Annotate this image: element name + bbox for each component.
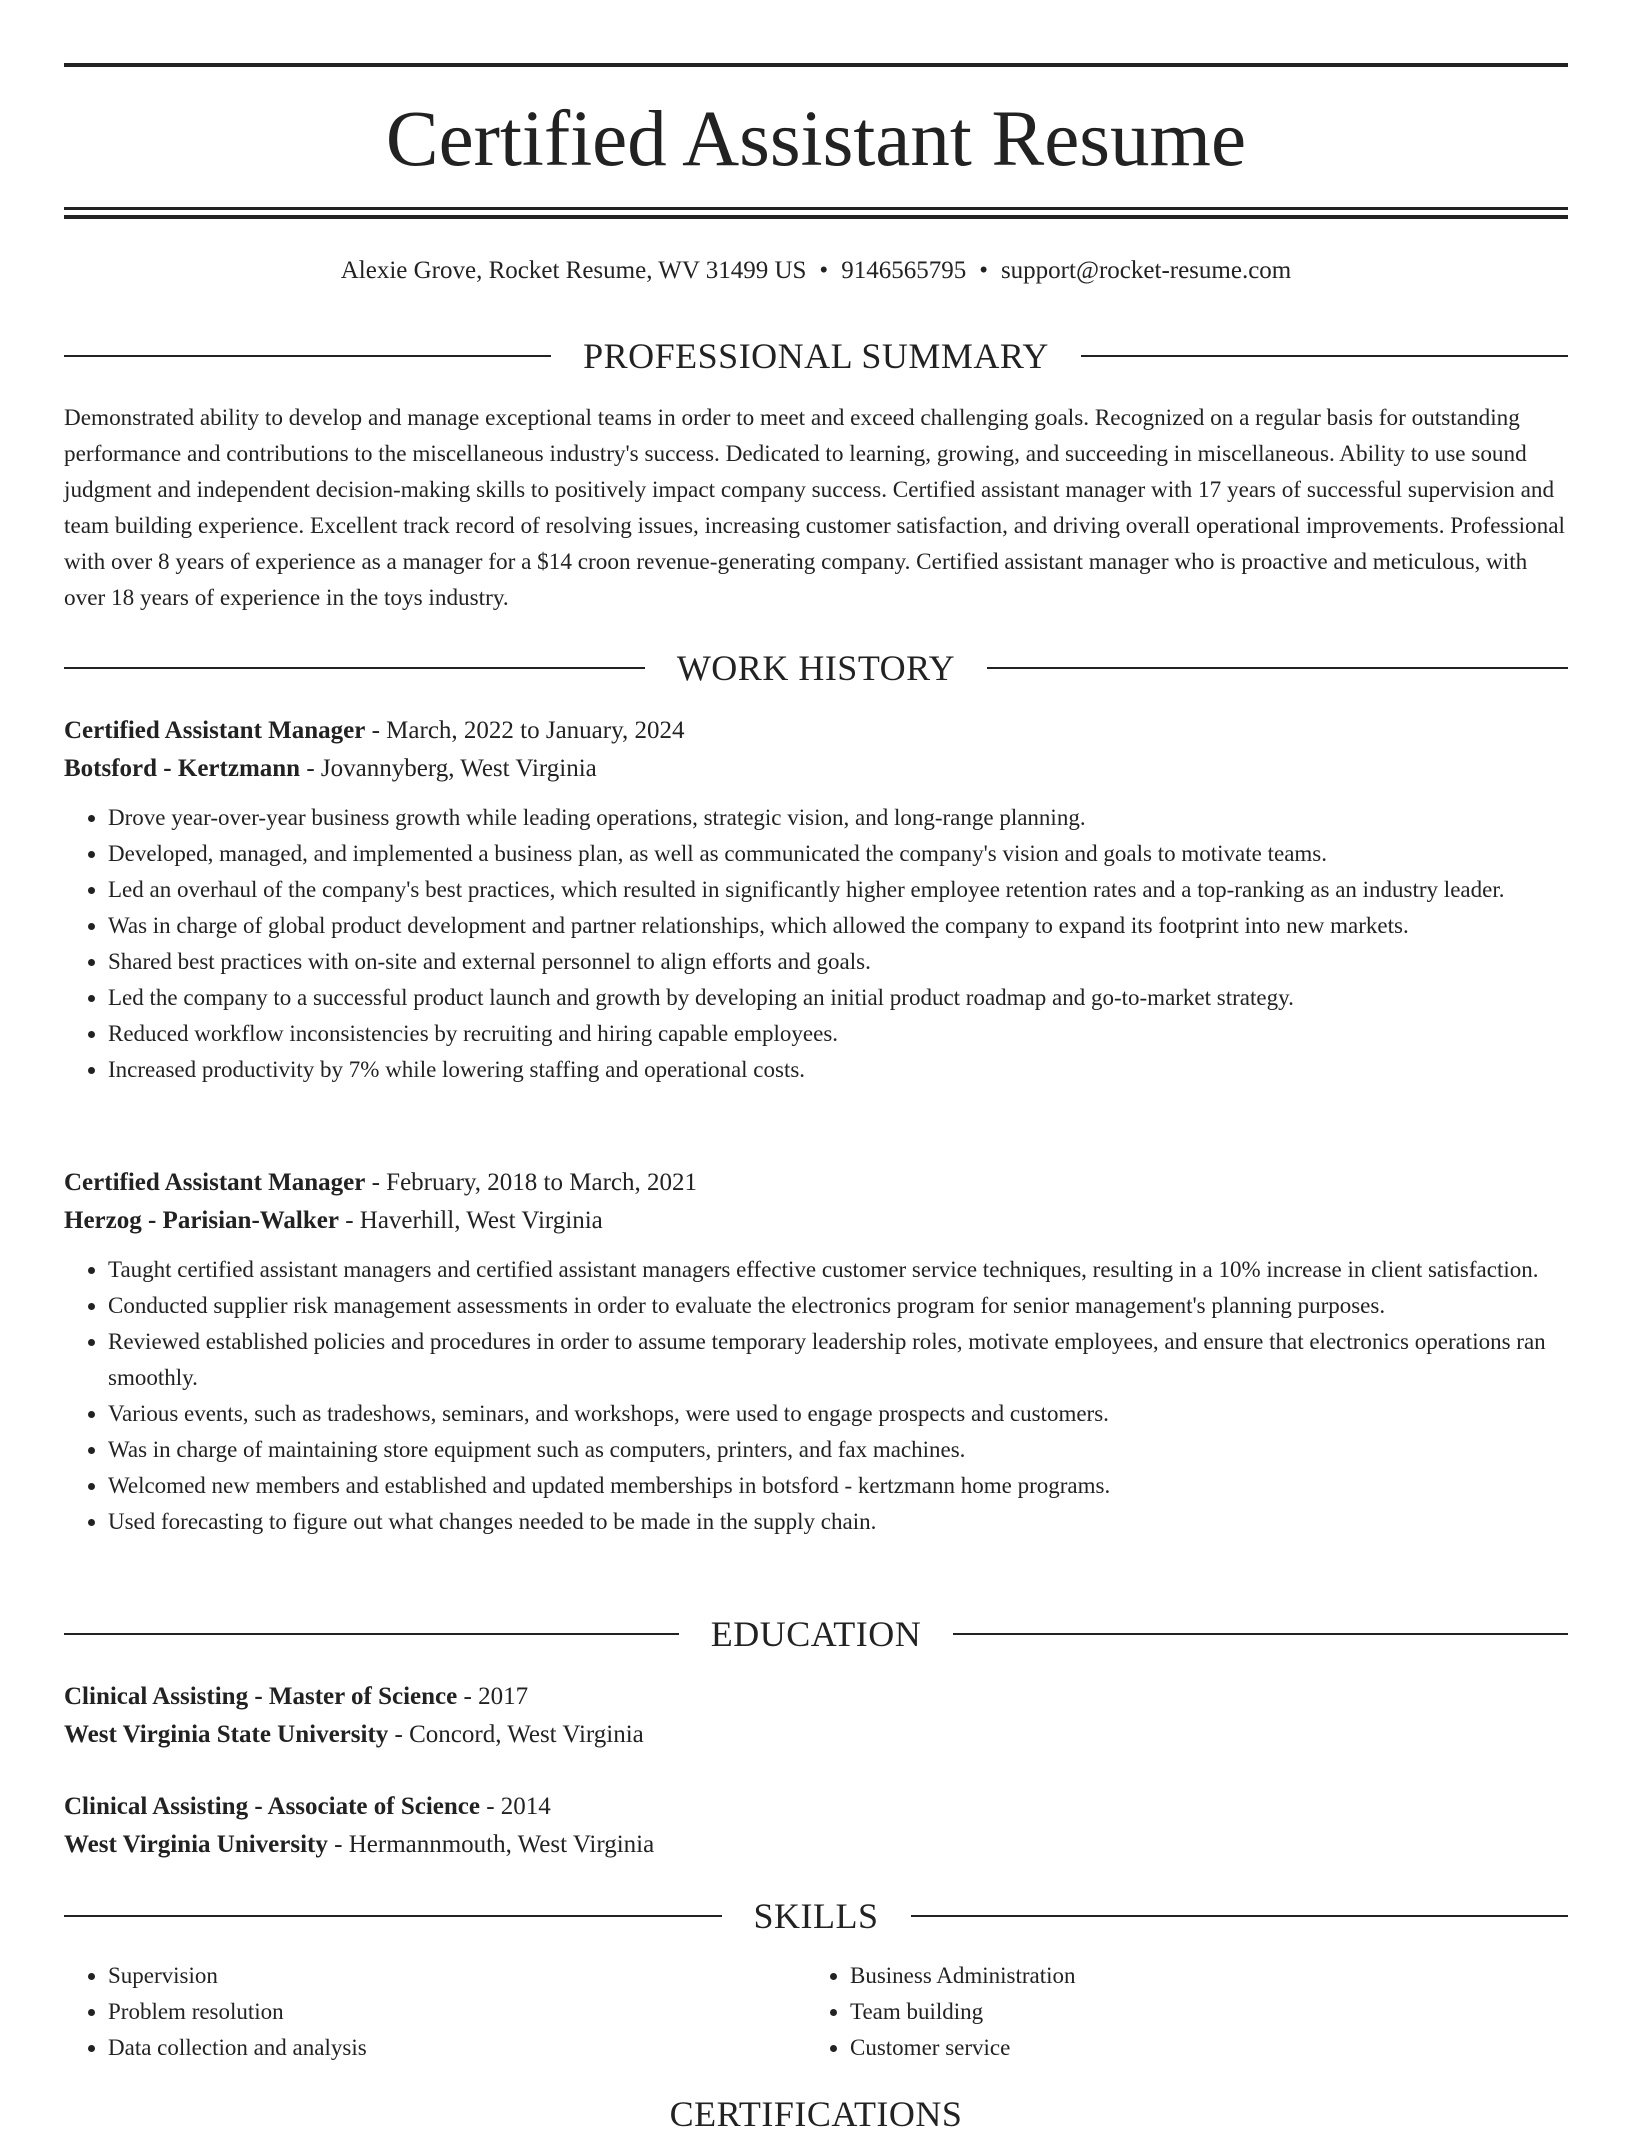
list-item: • Conducted supplier risk management assessments in order to evaluate the electronics program for senior management's planning purposes. [108,1288,1568,1324]
heading-rule-right [911,1915,1569,1917]
list-item: • Business Administration [850,1958,1076,1994]
list-item: • Welcomed new members and established and updated memberships in botsford - kertzmann home programs. [108,1468,1568,1504]
job-location: - Haverhill, West Virginia [338,1207,603,1234]
list-item: • Shared best practices with on-site and external personnel to align efforts and goals. [108,944,1568,980]
job-title-row [64,712,1568,750]
degree-row [64,1788,1568,1826]
school-location: - Hermannmouth, West Virginia [327,1831,655,1858]
job-title: Certified Assistant Manager [64,1169,366,1196]
heading-rule-right [1081,355,1568,357]
education-entry [64,1788,1568,1864]
title-rule-upper [64,207,1568,210]
job-title: Certified Assistant Manager [64,717,366,744]
list-item: • Led the company to a successful product launch and growth by developing an initial product roadmap and go-to-market strategy. [108,980,1568,1016]
summary-heading-label: PROFESSIONAL SUMMARY [583,336,1049,376]
job-company-row [64,1202,1568,1240]
list-item: • Drove year-over-year business growth while leading operations, strategic vision, and long-range planning. [108,800,1568,836]
contact-separator: • [819,257,829,284]
school-location: - Concord, West Virginia [388,1721,644,1748]
list-item: • Data collection and analysis [108,2030,806,2066]
degree: Clinical Assisting - Master of Science [64,1683,458,1710]
heading-rule-right [987,667,1568,669]
job-bullets [64,1252,1568,1540]
school: West Virginia University [64,1831,328,1858]
education-entry [64,1678,1568,1754]
school-row [64,1716,1568,1754]
skills-heading-label: SKILLS [753,1896,879,1936]
list-item: • Team building [850,1994,1076,2030]
job-dates: - February, 2018 to March, 2021 [365,1169,697,1196]
list-item: • Supervision [108,1958,806,1994]
list-item: • Developed, managed, and implemented a business plan, as well as communicated the company's vision and goals to motivate teams. [108,836,1568,872]
job-company-row [64,750,1568,788]
list-item: • Was in charge of maintaining store equipment such as computers, printers, and fax machines. [108,1432,1568,1468]
list-item: • Increased productivity by 7% while lowering staffing and operational costs. [108,1052,1568,1088]
list-item: • Reviewed established policies and procedures in order to assume temporary leadership roles, motivate employees, and ensure that electronics operations ran smoothly. [108,1324,1568,1396]
contact-email: support@rocket-resume.com [1000,257,1292,284]
heading-rule-left [64,667,645,669]
heading-rule-right [953,1633,1568,1635]
degree-year: - 2017 [457,1683,529,1710]
skills-column-left [64,1958,806,2066]
skills-heading [64,1894,1568,1938]
summary-heading [64,334,1568,378]
list-item: • Customer service [850,2030,1076,2066]
degree-row [64,1678,1568,1716]
contact-address: Alexie Grove, Rocket Resume, WV 31499 US [340,257,807,284]
job-company: Herzog - Parisian-Walker [64,1207,339,1234]
job-entry [64,712,1568,1088]
contact-line [64,253,1568,289]
list-item: • Reduced workflow inconsistencies by recruiting and hiring capable employees. [108,1016,1568,1052]
list-item: • Taught certified assistant managers and certified assistant managers effective customer service techniques, resulting in a 10% increase in client satisfaction. [108,1252,1568,1288]
work-history-heading [64,646,1568,690]
education-heading-label: EDUCATION [710,1614,922,1654]
list-item: • Used forecasting to figure out what changes needed to be made in the supply chain. [108,1504,1568,1540]
job-title-row [64,1164,1568,1202]
heading-rule-left [64,1915,722,1917]
list-item: • Led an overhaul of the company's best practices, which resulted in significantly higher employee retention rates and a top-ranking as an industry leader. [108,872,1568,908]
education-heading [64,1612,1568,1656]
heading-rule-left [64,355,551,357]
contact-phone: 9146565795 [841,257,967,284]
list-item: • Various events, such as tradeshows, seminars, and workshops, were used to engage prospects and customers. [108,1396,1568,1432]
list-item: • Was in charge of global product development and partner relationships, which allowed the company to expand its footprint into new markets. [108,908,1568,944]
list-item: • Problem resolution [108,1994,806,2030]
heading-rule-left [64,1633,679,1635]
job-bullets [64,800,1568,1088]
skills-list [64,1958,1568,2066]
skills-column-right [806,1958,1076,2066]
degree: Clinical Assisting - Associate of Science [64,1793,480,1820]
certifications-heading-label: CERTIFICATIONS [669,2094,963,2134]
degree-year: - 2014 [479,1793,551,1820]
school: West Virginia State University [64,1721,389,1748]
job-entry [64,1164,1568,1540]
summary-text: Demonstrated ability to develop and manage exceptional teams in order to meet and exceed challenging goals. Recognized on a regular basis for outstanding performance and contributions to the miscellaneous industry's success. Dedicated to learning, growing, and succeeding in miscellaneous. Ability to use sound judgment and independent decision-making skills to positively impact company success. Certified assistant manager with 17 years of successful supervision and team building experience. Excellent track record of resolving issues, increasing customer satisfaction, and driving overall operational improvements. Professional with over 8 years of experience as a manager for a $14 croon revenue-generating company. Certified assistant manager who is proactive and meticulous, with over 18 years of experience in the toys industry. [64,405,1565,611]
top-rule [64,63,1568,67]
certifications-heading [64,2092,1568,2136]
work-history-heading-label: WORK HISTORY [676,648,956,688]
contact-separator: • [979,257,988,284]
title-rule-lower [64,215,1568,219]
resume-title: Certified Assistant Resume [385,96,1247,183]
job-location: - Jovannyberg, West Virginia [300,755,597,782]
school-row [64,1826,1568,1864]
job-company: Botsford - Kertzmann [64,755,301,782]
job-dates: - March, 2022 to January, 2024 [365,717,685,744]
